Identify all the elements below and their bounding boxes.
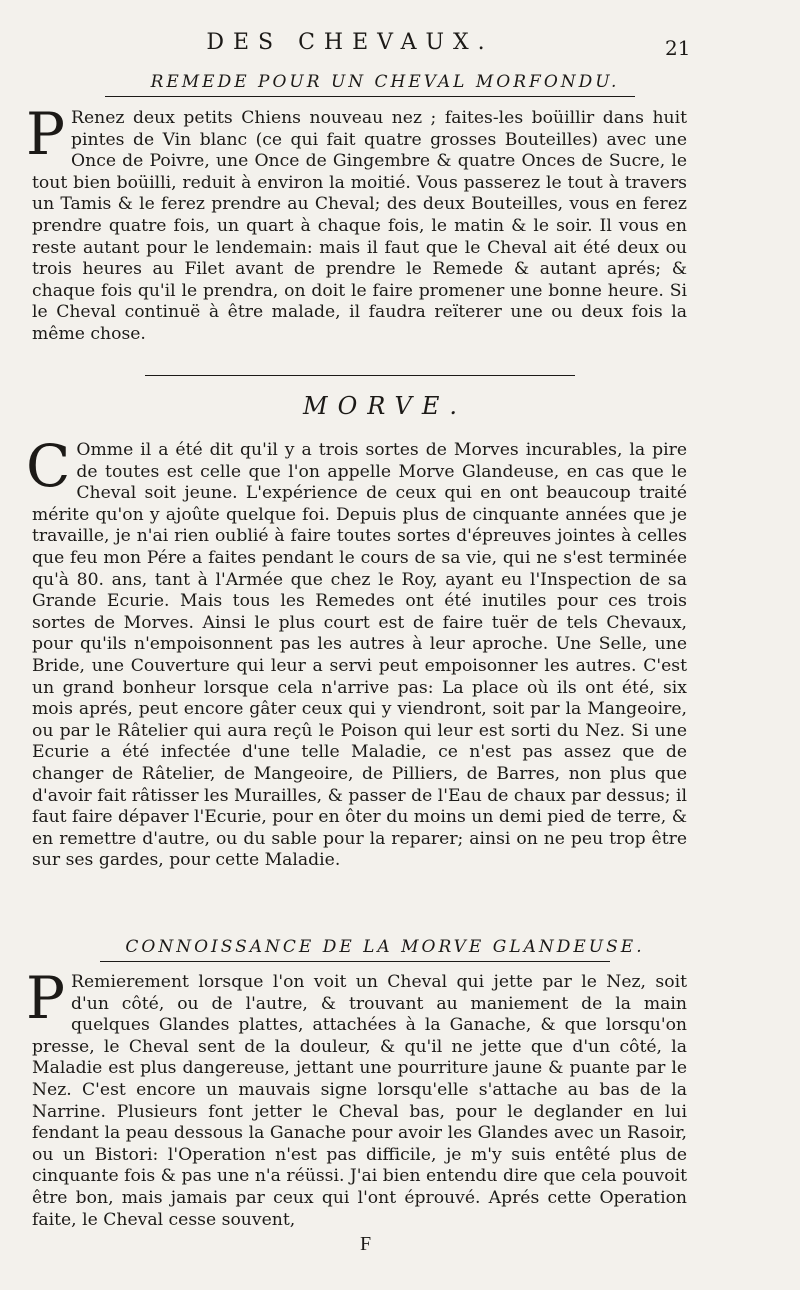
drop-cap: P — [26, 964, 66, 1032]
paragraph-text: Renez deux petits Chiens nouveau nez ; faites-les boüillir dans huit pintes de Vin blanc (ce qui fait quatre grosses Bouteilles) avec une Once de Poivre, une Once de Gingembre & quatre Onces de Sucre, le tout bien boüilli, reduit à environ la moitié. Vous passerez le tout à travers un Tamis & le ferez prendre au Cheval; des deux Bouteilles, vous en ferez prendre quatre fois, un quart à chaque fois, le matin & le soir. Il vous en reste autant pour le lendemain: mais il faut que le Cheval ait été deux ou trois heures au Filet avant de prendre le Remede & autant aprés; & chaque fois qu'il le prendra, on doit le faire promener une bonne heure. Si le Cheval continuë à être malade, il faudra reïterer une ou deux fois la même chose. — [32, 108, 687, 344]
paragraph-connoissance — [26, 964, 687, 1231]
paragraph-remede — [26, 100, 687, 346]
paragraph-text: Remierement lorsque l'on voit un Cheval qui jette par le Nez, soit d'un côté, ou de l'autre, & trouvant au maniement de la main quelques Glandes plattes, attachées à la Ganache, & que lorsqu'on presse, le Cheval sent de la douleur, & qu'il ne jette que d'un côté, la Maladie est plus dangereuse, jettant une pourriture jaune & puante par le Nez. C'est encore un mauvais signe lorsqu'elle s'attache au bas de la Narrine. Plusieurs font jetter le Cheval bas, pour le deglander en lui fendant la peau dessous la Ganache pour avoir les Glandes avec un Rasoir, ou un Bistori: l'Operation n'est pas difficile, je m'y suis entêté plus de cinquante fois & pas une n'a réüssi. J'ai bien entendu dire que cela pouvoit être bon, mais jamais par ceux qui l'ont éprouvé. Aprés cette Operation faite, le Cheval cesse souvent, — [32, 972, 687, 1230]
heading-underline — [105, 96, 635, 97]
signature-mark: F — [360, 1233, 372, 1255]
drop-cap: C — [26, 432, 71, 500]
heading-underline — [100, 961, 610, 962]
page-number: 21 — [665, 36, 691, 60]
running-title: DES CHEVAUX. — [206, 30, 494, 55]
section-heading-connoissance: CONNOISSANCE DE LA MORVE GLANDEUSE. — [125, 937, 645, 957]
section-divider — [145, 375, 575, 376]
running-head — [0, 30, 800, 60]
section-heading-morve: MORVE. — [303, 392, 467, 420]
section-heading-remede: REMEDE POUR UN CHEVAL MORFONDU. — [150, 72, 620, 92]
paragraph-morve — [26, 432, 687, 872]
paragraph-text: Omme il a été dit qu'il y a trois sortes de Morves incurables, la pire de toutes est celle que l'on appelle Morve Glandeuse, en cas que le Cheval soit jeune. L'expérience de ceux qui en ont beaucoup traité mérite qu'on y ajoûte quelque foi. Depuis plus de cinquante années que je travaille, je n'ai rien oublié à faire toutes sortes d'épreuves jointes à celles que feu mon Pére a faites pendant le cours de sa vie, qui ne s'est terminée qu'à 80. ans, tant à l'Armée que chez le Roy, ayant eu l'Inspection de sa Grande Ecurie. Mais tous les Remedes ont été inutiles pour ces trois sortes de Morves. Ainsi le plus court est de faire tuër de tels Chevaux, pour qu'ils n'empoisonnent pas les autres à leur aproche. Une Selle, une Bride, une Couverture qui leur a servi peut empoisonner les autres. C'est un grand bonheur lorsque cela n'arrive pas: La place où ils ont été, six mois aprés, peut encore gâter ceux qui y viendront, soit par la Mangeoire, ou par le Râtelier qui aura reçû le Poison qui leur est sorti du Nez. Si une Ecurie a été infectée d'une telle Maladie, ce n'est pas assez que de changer de Râtelier, de Mangeoire, de Pilliers, de Barres, non plus que d'avoir fait râtisser les Murailles, & passer de l'Eau de chaux par dessus; il faut faire dépaver l'Ecurie, pour en ôter du moins un demi pied de terre, & en remettre d'autre, ou du sable pour la reparer; ainsi on ne peu trop être sur ses gardes, pour cette Maladie. — [32, 440, 687, 871]
drop-cap: P — [26, 100, 66, 168]
